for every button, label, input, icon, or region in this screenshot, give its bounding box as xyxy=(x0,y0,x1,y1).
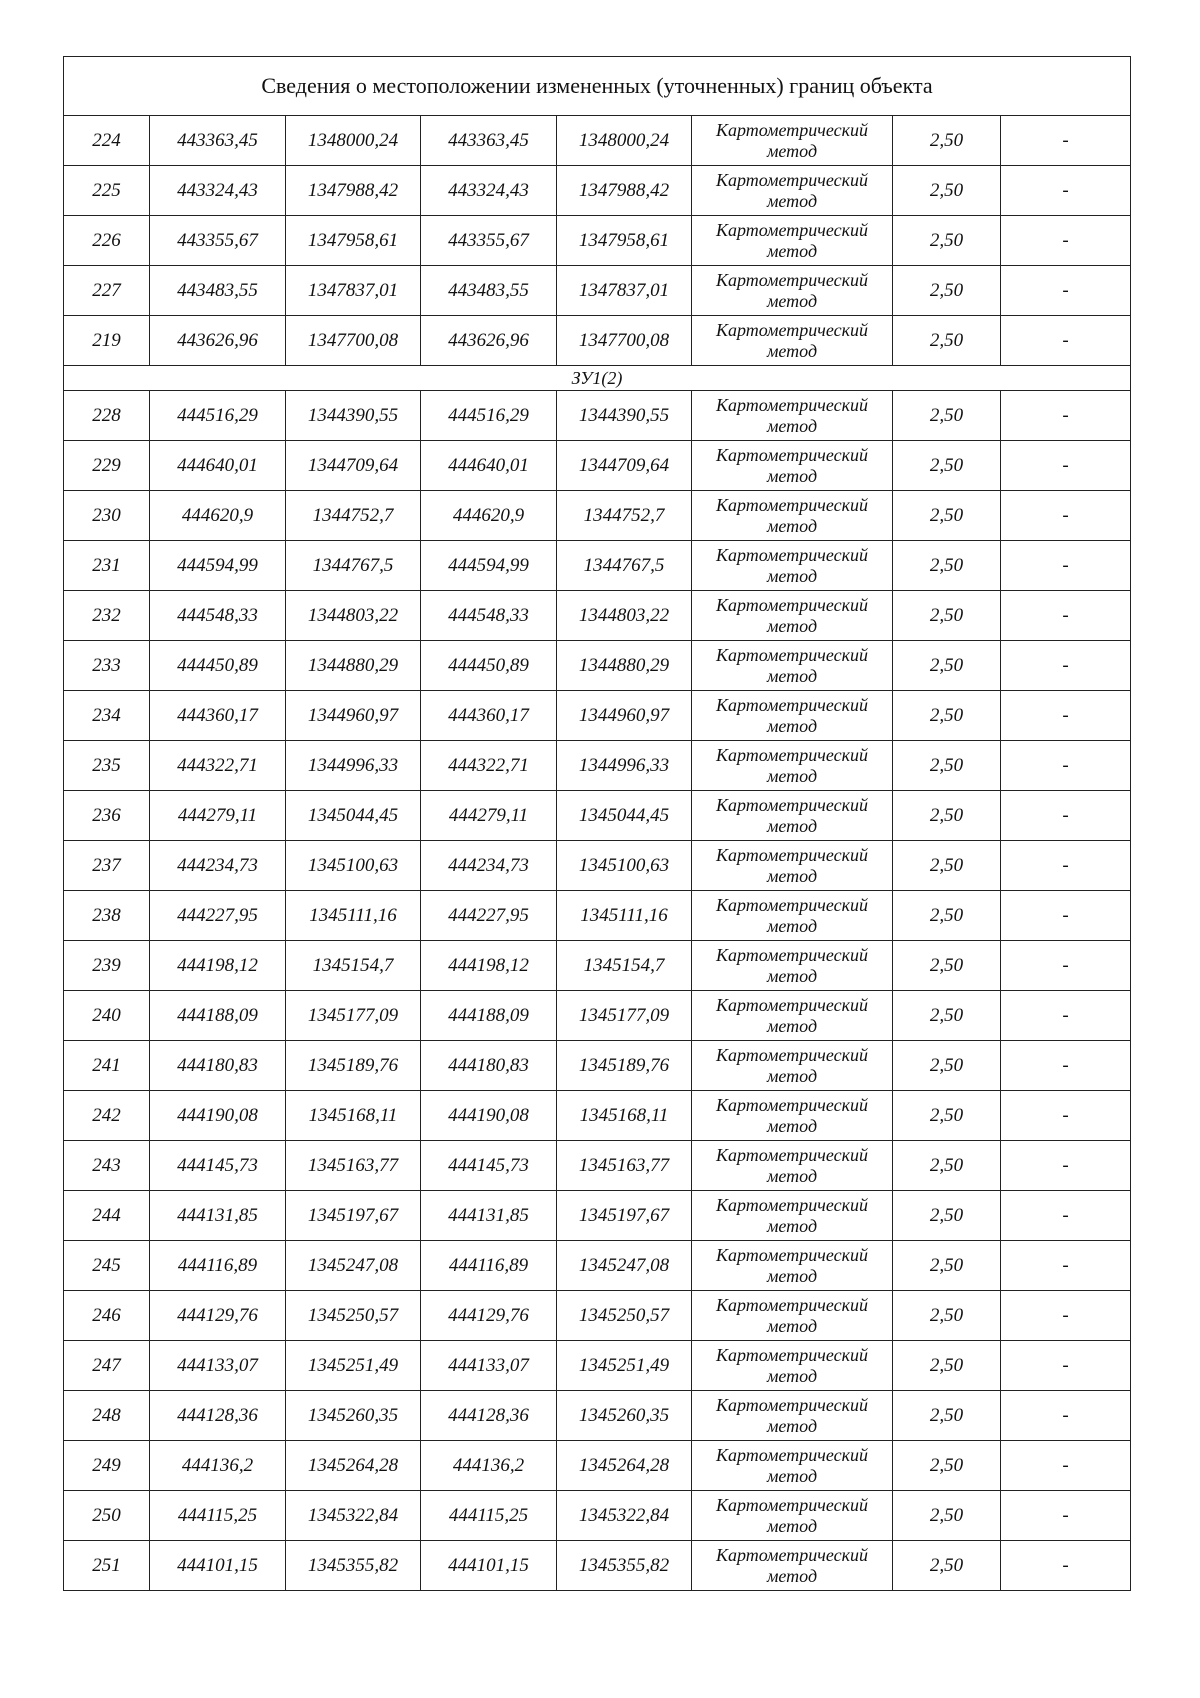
new-x-cell: 444116,89 xyxy=(421,1241,557,1291)
new-x-cell: 444516,29 xyxy=(421,391,557,441)
new-x-cell: 444180,83 xyxy=(421,1041,557,1091)
new-y-cell: 1345250,57 xyxy=(557,1291,692,1341)
new-x-cell: 444101,15 xyxy=(421,1541,557,1591)
accuracy-cell: 2,50 xyxy=(893,841,1001,891)
new-y-cell: 1345189,76 xyxy=(557,1041,692,1091)
new-x-cell: 444129,76 xyxy=(421,1291,557,1341)
point-number-cell: 245 xyxy=(64,1241,150,1291)
method-cell: Картометрический метод xyxy=(692,391,893,441)
table-row xyxy=(64,1241,1131,1291)
new-y-cell: 1344803,22 xyxy=(557,591,692,641)
new-y-cell: 1347700,08 xyxy=(557,316,692,366)
table-row xyxy=(64,1391,1131,1441)
existing-y-cell: 1345100,63 xyxy=(286,841,421,891)
new-y-cell: 1347988,42 xyxy=(557,166,692,216)
method-cell: Картометрический метод xyxy=(692,1191,893,1241)
existing-y-cell: 1344960,97 xyxy=(286,691,421,741)
point-number-cell: 237 xyxy=(64,841,150,891)
description-cell: - xyxy=(1001,1141,1131,1191)
method-cell: Картометрический метод xyxy=(692,1341,893,1391)
existing-x-cell: 443626,96 xyxy=(150,316,286,366)
accuracy-cell: 2,50 xyxy=(893,741,1001,791)
new-y-cell: 1345247,08 xyxy=(557,1241,692,1291)
existing-y-cell: 1345322,84 xyxy=(286,1491,421,1541)
point-number-cell: 234 xyxy=(64,691,150,741)
point-number-cell: 250 xyxy=(64,1491,150,1541)
new-x-cell: 444322,71 xyxy=(421,741,557,791)
existing-x-cell: 444227,95 xyxy=(150,891,286,941)
point-number-cell: 231 xyxy=(64,541,150,591)
existing-y-cell: 1345177,09 xyxy=(286,991,421,1041)
point-number-cell: 233 xyxy=(64,641,150,691)
new-x-cell: 444190,08 xyxy=(421,1091,557,1141)
existing-x-cell: 444450,89 xyxy=(150,641,286,691)
description-cell: - xyxy=(1001,1291,1131,1341)
table-row xyxy=(64,1141,1131,1191)
existing-y-cell: 1344709,64 xyxy=(286,441,421,491)
accuracy-cell: 2,50 xyxy=(893,1291,1001,1341)
method-cell: Картометрический метод xyxy=(692,1441,893,1491)
existing-y-cell: 1347988,42 xyxy=(286,166,421,216)
existing-x-cell: 443324,43 xyxy=(150,166,286,216)
new-x-cell: 443626,96 xyxy=(421,316,557,366)
new-y-cell: 1345251,49 xyxy=(557,1341,692,1391)
existing-y-cell: 1345189,76 xyxy=(286,1041,421,1091)
new-y-cell: 1344767,5 xyxy=(557,541,692,591)
new-y-cell: 1344709,64 xyxy=(557,441,692,491)
method-cell: Картометрический метод xyxy=(692,691,893,741)
table-row xyxy=(64,1541,1131,1591)
new-y-cell: 1348000,24 xyxy=(557,116,692,166)
new-y-cell: 1345100,63 xyxy=(557,841,692,891)
new-x-cell: 444548,33 xyxy=(421,591,557,641)
table-row xyxy=(64,1441,1131,1491)
table-title-row xyxy=(64,57,1131,116)
existing-x-cell: 443363,45 xyxy=(150,116,286,166)
method-cell: Картометрический метод xyxy=(692,1041,893,1091)
existing-y-cell: 1345163,77 xyxy=(286,1141,421,1191)
existing-y-cell: 1345355,82 xyxy=(286,1541,421,1591)
new-y-cell: 1345177,09 xyxy=(557,991,692,1041)
existing-y-cell: 1344880,29 xyxy=(286,641,421,691)
accuracy-cell: 2,50 xyxy=(893,1491,1001,1541)
accuracy-cell: 2,50 xyxy=(893,1041,1001,1091)
table-row xyxy=(64,441,1131,491)
existing-x-cell: 444180,83 xyxy=(150,1041,286,1091)
description-cell: - xyxy=(1001,1391,1131,1441)
table-row xyxy=(64,841,1131,891)
description-cell: - xyxy=(1001,1441,1131,1491)
existing-x-cell: 444322,71 xyxy=(150,741,286,791)
existing-y-cell: 1344996,33 xyxy=(286,741,421,791)
existing-y-cell: 1345168,11 xyxy=(286,1091,421,1141)
point-number-cell: 240 xyxy=(64,991,150,1041)
accuracy-cell: 2,50 xyxy=(893,116,1001,166)
table-row xyxy=(64,1091,1131,1141)
description-cell: - xyxy=(1001,1241,1131,1291)
point-number-cell: 235 xyxy=(64,741,150,791)
table-row xyxy=(64,641,1131,691)
method-cell: Картометрический метод xyxy=(692,1391,893,1441)
table-row xyxy=(64,391,1131,441)
new-x-cell: 444136,2 xyxy=(421,1441,557,1491)
new-y-cell: 1344996,33 xyxy=(557,741,692,791)
point-number-cell: 243 xyxy=(64,1141,150,1191)
existing-x-cell: 444620,9 xyxy=(150,491,286,541)
method-cell: Картометрический метод xyxy=(692,841,893,891)
description-cell: - xyxy=(1001,166,1131,216)
description-cell: - xyxy=(1001,441,1131,491)
existing-y-cell: 1345044,45 xyxy=(286,791,421,841)
existing-y-cell: 1345264,28 xyxy=(286,1441,421,1491)
new-y-cell: 1345355,82 xyxy=(557,1541,692,1591)
table-row xyxy=(64,491,1131,541)
accuracy-cell: 2,50 xyxy=(893,1091,1001,1141)
new-y-cell: 1345154,7 xyxy=(557,941,692,991)
existing-x-cell: 444360,17 xyxy=(150,691,286,741)
existing-x-cell: 444116,89 xyxy=(150,1241,286,1291)
table-row xyxy=(64,1041,1131,1091)
point-number-cell: 246 xyxy=(64,1291,150,1341)
new-x-cell: 444360,17 xyxy=(421,691,557,741)
new-x-cell: 443355,67 xyxy=(421,216,557,266)
point-number-cell: 236 xyxy=(64,791,150,841)
new-y-cell: 1345044,45 xyxy=(557,791,692,841)
method-cell: Картометрический метод xyxy=(692,316,893,366)
table-row xyxy=(64,541,1131,591)
description-cell: - xyxy=(1001,491,1131,541)
accuracy-cell: 2,50 xyxy=(893,316,1001,366)
new-x-cell: 444131,85 xyxy=(421,1191,557,1241)
table-row xyxy=(64,891,1131,941)
new-x-cell: 444620,9 xyxy=(421,491,557,541)
table-title: Сведения о местоположении измененных (уточненных) границ объекта xyxy=(64,57,1131,116)
description-cell: - xyxy=(1001,691,1131,741)
point-number-cell: 247 xyxy=(64,1341,150,1391)
table-row xyxy=(64,1291,1131,1341)
description-cell: - xyxy=(1001,991,1131,1041)
description-cell: - xyxy=(1001,1191,1131,1241)
new-y-cell: 1347837,01 xyxy=(557,266,692,316)
table-row xyxy=(64,216,1131,266)
description-cell: - xyxy=(1001,941,1131,991)
table-row xyxy=(64,1491,1131,1541)
new-y-cell: 1344960,97 xyxy=(557,691,692,741)
existing-y-cell: 1344752,7 xyxy=(286,491,421,541)
description-cell: - xyxy=(1001,1491,1131,1541)
accuracy-cell: 2,50 xyxy=(893,541,1001,591)
existing-x-cell: 444190,08 xyxy=(150,1091,286,1141)
accuracy-cell: 2,50 xyxy=(893,1391,1001,1441)
new-x-cell: 444115,25 xyxy=(421,1491,557,1541)
description-cell: - xyxy=(1001,791,1131,841)
method-cell: Картометрический метод xyxy=(692,1541,893,1591)
new-x-cell: 444188,09 xyxy=(421,991,557,1041)
new-y-cell: 1347958,61 xyxy=(557,216,692,266)
existing-x-cell: 444131,85 xyxy=(150,1191,286,1241)
method-cell: Картометрический метод xyxy=(692,1091,893,1141)
accuracy-cell: 2,50 xyxy=(893,1241,1001,1291)
table-row xyxy=(64,116,1131,166)
boundary-coordinates-table xyxy=(63,56,1131,1591)
existing-x-cell: 444133,07 xyxy=(150,1341,286,1391)
table-body xyxy=(64,57,1131,1591)
existing-y-cell: 1345111,16 xyxy=(286,891,421,941)
accuracy-cell: 2,50 xyxy=(893,891,1001,941)
existing-y-cell: 1347700,08 xyxy=(286,316,421,366)
new-x-cell: 444450,89 xyxy=(421,641,557,691)
point-number-cell: 238 xyxy=(64,891,150,941)
new-y-cell: 1344390,55 xyxy=(557,391,692,441)
accuracy-cell: 2,50 xyxy=(893,941,1001,991)
accuracy-cell: 2,50 xyxy=(893,691,1001,741)
existing-y-cell: 1345250,57 xyxy=(286,1291,421,1341)
description-cell: - xyxy=(1001,266,1131,316)
accuracy-cell: 2,50 xyxy=(893,1441,1001,1491)
new-x-cell: 444279,11 xyxy=(421,791,557,841)
new-x-cell: 443483,55 xyxy=(421,266,557,316)
method-cell: Картометрический метод xyxy=(692,541,893,591)
existing-y-cell: 1345154,7 xyxy=(286,941,421,991)
new-x-cell: 444198,12 xyxy=(421,941,557,991)
description-cell: - xyxy=(1001,541,1131,591)
accuracy-cell: 2,50 xyxy=(893,266,1001,316)
accuracy-cell: 2,50 xyxy=(893,491,1001,541)
method-cell: Картометрический метод xyxy=(692,741,893,791)
description-cell: - xyxy=(1001,316,1131,366)
description-cell: - xyxy=(1001,641,1131,691)
new-y-cell: 1345322,84 xyxy=(557,1491,692,1541)
new-x-cell: 444128,36 xyxy=(421,1391,557,1441)
method-cell: Картометрический метод xyxy=(692,991,893,1041)
table-row xyxy=(64,591,1131,641)
existing-y-cell: 1345260,35 xyxy=(286,1391,421,1441)
method-cell: Картометрический метод xyxy=(692,1491,893,1541)
accuracy-cell: 2,50 xyxy=(893,166,1001,216)
existing-y-cell: 1348000,24 xyxy=(286,116,421,166)
existing-y-cell: 1345197,67 xyxy=(286,1191,421,1241)
point-number-cell: 228 xyxy=(64,391,150,441)
method-cell: Картометрический метод xyxy=(692,641,893,691)
new-x-cell: 444640,01 xyxy=(421,441,557,491)
description-cell: - xyxy=(1001,591,1131,641)
accuracy-cell: 2,50 xyxy=(893,441,1001,491)
table-row xyxy=(64,691,1131,741)
new-y-cell: 1345168,11 xyxy=(557,1091,692,1141)
new-x-cell: 444227,95 xyxy=(421,891,557,941)
point-number-cell: 249 xyxy=(64,1441,150,1491)
boundary-coordinates-document xyxy=(63,56,1130,1591)
table-row xyxy=(64,316,1131,366)
table-row xyxy=(64,941,1131,991)
new-x-cell: 444133,07 xyxy=(421,1341,557,1391)
method-cell: Картометрический метод xyxy=(692,891,893,941)
method-cell: Картометрический метод xyxy=(692,791,893,841)
point-number-cell: 242 xyxy=(64,1091,150,1141)
new-y-cell: 1345264,28 xyxy=(557,1441,692,1491)
existing-x-cell: 444640,01 xyxy=(150,441,286,491)
existing-y-cell: 1344767,5 xyxy=(286,541,421,591)
method-cell: Картометрический метод xyxy=(692,216,893,266)
description-cell: - xyxy=(1001,116,1131,166)
existing-x-cell: 444128,36 xyxy=(150,1391,286,1441)
accuracy-cell: 2,50 xyxy=(893,641,1001,691)
description-cell: - xyxy=(1001,841,1131,891)
new-x-cell: 443363,45 xyxy=(421,116,557,166)
point-number-cell: 248 xyxy=(64,1391,150,1441)
existing-x-cell: 444101,15 xyxy=(150,1541,286,1591)
existing-x-cell: 443355,67 xyxy=(150,216,286,266)
accuracy-cell: 2,50 xyxy=(893,1341,1001,1391)
accuracy-cell: 2,50 xyxy=(893,991,1001,1041)
method-cell: Картометрический метод xyxy=(692,441,893,491)
table-row xyxy=(64,991,1131,1041)
section-header-row xyxy=(64,366,1131,391)
description-cell: - xyxy=(1001,391,1131,441)
accuracy-cell: 2,50 xyxy=(893,1541,1001,1591)
existing-x-cell: 444516,29 xyxy=(150,391,286,441)
point-number-cell: 241 xyxy=(64,1041,150,1091)
new-y-cell: 1345197,67 xyxy=(557,1191,692,1241)
point-number-cell: 244 xyxy=(64,1191,150,1241)
new-y-cell: 1345260,35 xyxy=(557,1391,692,1441)
point-number-cell: 225 xyxy=(64,166,150,216)
accuracy-cell: 2,50 xyxy=(893,216,1001,266)
new-x-cell: 444234,73 xyxy=(421,841,557,891)
method-cell: Картометрический метод xyxy=(692,1241,893,1291)
point-number-cell: 230 xyxy=(64,491,150,541)
existing-x-cell: 444279,11 xyxy=(150,791,286,841)
new-y-cell: 1345163,77 xyxy=(557,1141,692,1191)
new-y-cell: 1345111,16 xyxy=(557,891,692,941)
section-label: ЗУ1(2) xyxy=(64,366,1131,391)
existing-x-cell: 444548,33 xyxy=(150,591,286,641)
accuracy-cell: 2,50 xyxy=(893,391,1001,441)
point-number-cell: 229 xyxy=(64,441,150,491)
table-row xyxy=(64,266,1131,316)
point-number-cell: 251 xyxy=(64,1541,150,1591)
point-number-cell: 226 xyxy=(64,216,150,266)
table-row xyxy=(64,166,1131,216)
point-number-cell: 224 xyxy=(64,116,150,166)
existing-y-cell: 1345251,49 xyxy=(286,1341,421,1391)
existing-y-cell: 1347837,01 xyxy=(286,266,421,316)
description-cell: - xyxy=(1001,891,1131,941)
table-row xyxy=(64,1191,1131,1241)
description-cell: - xyxy=(1001,1541,1131,1591)
existing-x-cell: 444188,09 xyxy=(150,991,286,1041)
description-cell: - xyxy=(1001,741,1131,791)
accuracy-cell: 2,50 xyxy=(893,791,1001,841)
method-cell: Картометрический метод xyxy=(692,491,893,541)
existing-x-cell: 444234,73 xyxy=(150,841,286,891)
accuracy-cell: 2,50 xyxy=(893,1191,1001,1241)
existing-x-cell: 444198,12 xyxy=(150,941,286,991)
method-cell: Картометрический метод xyxy=(692,941,893,991)
new-x-cell: 444145,73 xyxy=(421,1141,557,1191)
method-cell: Картометрический метод xyxy=(692,266,893,316)
new-y-cell: 1344880,29 xyxy=(557,641,692,691)
existing-y-cell: 1345247,08 xyxy=(286,1241,421,1291)
existing-x-cell: 444115,25 xyxy=(150,1491,286,1541)
existing-x-cell: 443483,55 xyxy=(150,266,286,316)
existing-y-cell: 1344803,22 xyxy=(286,591,421,641)
method-cell: Картометрический метод xyxy=(692,166,893,216)
new-x-cell: 444594,99 xyxy=(421,541,557,591)
new-y-cell: 1344752,7 xyxy=(557,491,692,541)
method-cell: Картометрический метод xyxy=(692,1141,893,1191)
existing-x-cell: 444136,2 xyxy=(150,1441,286,1491)
method-cell: Картометрический метод xyxy=(692,591,893,641)
existing-x-cell: 444129,76 xyxy=(150,1291,286,1341)
point-number-cell: 232 xyxy=(64,591,150,641)
existing-x-cell: 444594,99 xyxy=(150,541,286,591)
point-number-cell: 227 xyxy=(64,266,150,316)
table-row xyxy=(64,791,1131,841)
accuracy-cell: 2,50 xyxy=(893,591,1001,641)
description-cell: - xyxy=(1001,1091,1131,1141)
new-x-cell: 443324,43 xyxy=(421,166,557,216)
description-cell: - xyxy=(1001,216,1131,266)
table-row xyxy=(64,1341,1131,1391)
point-number-cell: 239 xyxy=(64,941,150,991)
description-cell: - xyxy=(1001,1341,1131,1391)
method-cell: Картометрический метод xyxy=(692,116,893,166)
existing-x-cell: 444145,73 xyxy=(150,1141,286,1191)
accuracy-cell: 2,50 xyxy=(893,1141,1001,1191)
description-cell: - xyxy=(1001,1041,1131,1091)
method-cell: Картометрический метод xyxy=(692,1291,893,1341)
point-number-cell: 219 xyxy=(64,316,150,366)
existing-y-cell: 1344390,55 xyxy=(286,391,421,441)
table-row xyxy=(64,741,1131,791)
existing-y-cell: 1347958,61 xyxy=(286,216,421,266)
